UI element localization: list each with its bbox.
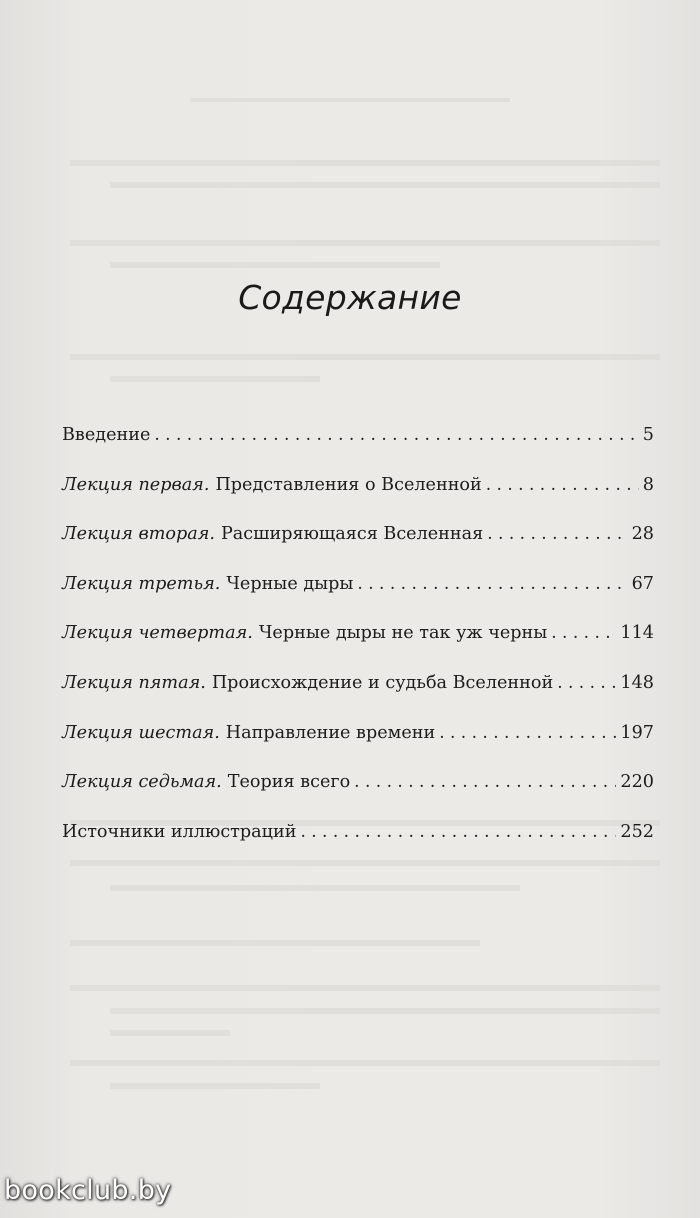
toc-leader-dots [154,425,638,445]
toc-entry-lecture-6[interactable] [62,723,654,773]
toc-page-number: 28 [631,524,654,545]
show-through-line [70,1060,660,1066]
toc-lecture-label: Лекция четвертая. [62,623,253,644]
show-through-line [110,262,440,268]
show-through-line [70,985,660,991]
toc-entry-title: Введение [62,425,151,445]
toc-lecture-label: Лекция шестая. [62,722,220,743]
toc-entry-title: Расширяющаяся Вселенная [220,524,484,545]
toc-entry-illustration-sources[interactable] [62,822,654,872]
toc-page-number: 252 [620,821,654,842]
show-through-line [110,1008,660,1014]
toc-entry-lecture-2[interactable] [62,524,654,574]
toc-entry-lecture-3[interactable] [62,574,654,624]
toc-entry-title: Происхождение и судьба Вселенной [211,672,554,693]
toc-leader-dots [486,475,639,495]
show-through-line [110,1083,320,1089]
toc-entry-title: Теория всего [227,772,351,793]
watermark-text: bookclub.by [4,1175,172,1206]
toc-page-number: 220 [620,772,654,793]
toc-leader-dots [439,723,616,743]
toc-lecture-label: Лекция седьмая. [62,772,222,793]
toc-leader-dots [354,772,616,792]
show-through-line [70,354,660,360]
toc-lecture-label: Лекция третья. [62,573,221,594]
toc-entry-title: Направление времени [225,722,436,743]
toc-entry-introduction[interactable] [62,425,654,475]
toc-leader-dots [300,822,616,842]
toc-page-number: 148 [620,672,654,693]
toc-entry-lecture-7[interactable] [62,772,654,822]
show-through-line [110,182,660,188]
toc-leader-dots [551,623,616,643]
toc-page-number: 8 [642,474,654,495]
toc-entry-title: Черные дыры не так уж черны [258,623,548,644]
table-of-contents [62,425,654,871]
toc-page-number: 5 [642,425,654,445]
toc-heading: Содержание [238,278,462,317]
toc-lecture-label: Лекция первая. [62,474,210,495]
toc-entry-title: Представления о Вселенной [215,474,482,495]
toc-entry-title: Черные дыры [226,573,354,594]
toc-leader-dots [557,673,616,693]
toc-page-number: 114 [620,623,654,644]
toc-entry-lecture-4[interactable] [62,623,654,673]
show-through-line [70,940,480,946]
toc-lecture-label: Лекция пятая. [62,672,206,693]
toc-entry-lecture-1[interactable] [62,475,654,525]
toc-entry-lecture-5[interactable] [62,673,654,723]
toc-page-number: 67 [631,573,654,594]
toc-lecture-label: Лекция вторая. [62,524,215,545]
show-through-line [70,160,660,166]
show-through-line [110,376,320,382]
toc-page-number: 197 [620,722,654,743]
toc-leader-dots [357,574,627,594]
show-through-line [70,240,660,246]
show-through-line [110,1030,230,1036]
toc-leader-dots [487,524,627,544]
show-through-line [190,98,510,102]
show-through-line [110,885,520,891]
toc-entry-title: Источники иллюстраций [62,821,297,842]
